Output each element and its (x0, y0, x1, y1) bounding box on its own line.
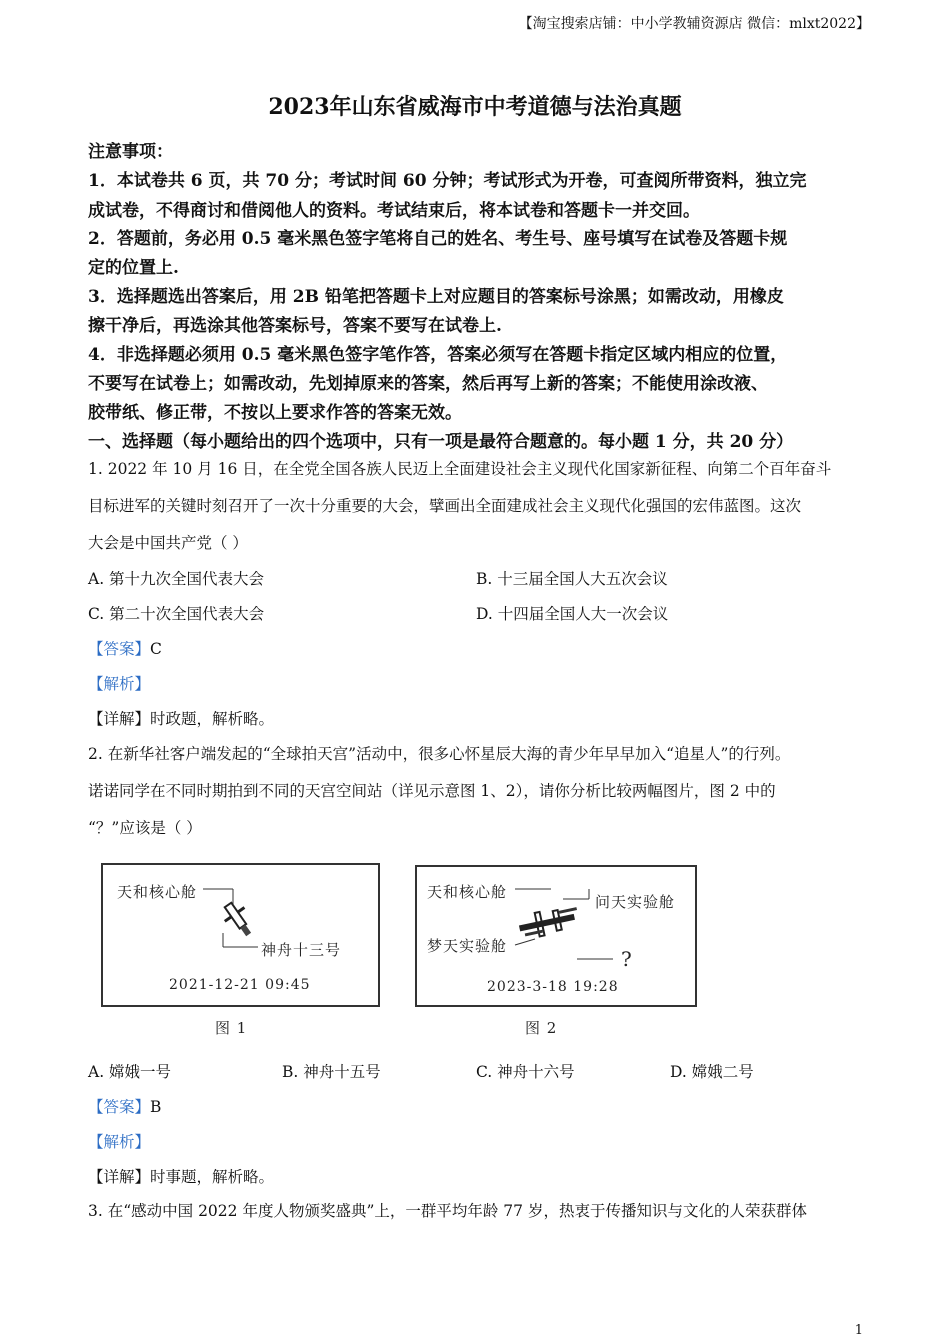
notice-line: 擦干净后，再选涂其他答案标号，答案不要写在试卷上. (88, 316, 502, 336)
space-station-icon (218, 898, 258, 941)
notice-line: 定的位置上. (88, 258, 179, 278)
question-1-text: 1. 2022 年 10 月 16 日，在全党全国各族人民迈上全面建设社会主义现代化国家新征程、向第二个百年奋斗 (88, 460, 832, 478)
figure-2 (415, 865, 697, 1007)
question-2-text: 诺诺同学在不同时期拍到不同的天宫空间站（详见示意图 1、2），请你分析比较两幅图片，图 2 中的 (88, 782, 776, 800)
fig2-question-mark: ? (621, 947, 633, 971)
q2-detail (88, 1165, 274, 1187)
space-station-icon (517, 904, 581, 940)
page-title: 2023年山东省威海市中考道德与法治真题 (268, 94, 682, 120)
fig2-timestamp: 2023-3-18 19:28 (487, 979, 619, 995)
detail-text: 时政题，解析略。 (150, 710, 275, 728)
notice-heading: 注意事项： (88, 142, 173, 162)
notice-line: 胶带纸、修正带，不按以上要求作答的答案无效。 (88, 403, 462, 423)
q2-option-a: A. 嫦娥一号 (88, 1063, 172, 1081)
notice-line: 成试卷，不得商讨和借阅他人的资料。考试结束后，将本试卷和答题卡一并交回。 (88, 201, 700, 221)
question-2-text: “？”应该是（ ） (88, 819, 202, 837)
answer-tag: 【答案】 (88, 1098, 151, 1116)
notice-line: 3．选择题选出答案后，用 2B 铅笔把答题卡上对应题目的答案标号涂黑；如需改动，用橡皮 (88, 287, 784, 307)
section-heading: 一、选择题（每小题给出的四个选项中，只有一项是最符合题意的。每小题 1 分，共 20 分） (88, 432, 794, 452)
q2-option-d: D. 嫦娥二号 (670, 1063, 754, 1081)
notice-line: 2．答题前，务必用 0.5 毫米黑色签字笔将自己的姓名、考生号、座号填写在试卷及答题卡规 (88, 229, 788, 249)
detail-text: 时事题，解析略。 (150, 1168, 275, 1186)
q2-analysis-tag: 【解析】 (88, 1133, 151, 1151)
fig2-caption: 图 2 (525, 1019, 558, 1037)
q2-answer (88, 1095, 161, 1117)
notice-line: 不要写在试卷上；如需改动，先划掉原来的答案，然后再写上新的答案；不能使用涂改液、 (88, 374, 768, 394)
question-2-text: 2. 在新华社客户端发起的“全球拍天宫”活动中，很多心怀星辰大海的青少年早早加入“追星人”的行列。 (88, 745, 791, 763)
header-note: 【淘宝搜索店铺：中小学教辅资源店 微信：mlxt2022】 (518, 16, 870, 32)
figure-1 (101, 863, 380, 1007)
fig2-label-right: 问天实验舱 (595, 893, 676, 911)
q2-option-b: B. 神舟十五号 (282, 1063, 381, 1081)
answer-tag: 【答案】 (88, 640, 151, 658)
question-3-text: 3. 在“感动中国 2022 年度人物颁奖盛典”上，一群平均年龄 77 岁，热衷于传播知识与文化的人荣获群体 (88, 1202, 807, 1220)
q1-option-c: C. 第二十次全国代表大会 (88, 605, 265, 623)
page-number: 1 (854, 1323, 863, 1338)
notice-line: 4．非选择题必须用 0.5 毫米黑色签字笔作答，答案必须写在答题卡指定区域内相应的位置， (88, 345, 788, 365)
answer-value: C (150, 640, 162, 658)
q1-option-b: B. 十三届全国人大五次会议 (476, 570, 668, 588)
notice-line: 1．本试卷共 6 页，共 70 分；考试时间 60 分钟；考试形式为开卷，可查阅所带资料，独立完 (88, 171, 807, 191)
fig2-label-top-left: 天和核心舱 (427, 883, 508, 901)
q1-answer (88, 637, 162, 659)
question-1-text: 大会是中国共产党（ ） (88, 534, 248, 552)
q1-option-a: A. 第十九次全国代表大会 (88, 570, 265, 588)
detail-tag: 【详解】 (88, 710, 151, 728)
answer-value: B (150, 1098, 162, 1116)
q1-detail (88, 707, 274, 729)
detail-tag: 【详解】 (88, 1168, 151, 1186)
q1-option-d: D. 十四届全国人大一次会议 (476, 605, 669, 623)
q2-option-c: C. 神舟十六号 (476, 1063, 575, 1081)
fig2-label-bottom-left: 梦天实验舱 (427, 937, 508, 955)
fig1-label-top: 天和核心舱 (117, 883, 198, 901)
fig1-timestamp: 2021-12-21 09:45 (169, 977, 311, 993)
question-1-text: 目标进军的关键时刻召开了一次十分重要的大会，擘画出全面建成社会主义现代化强国的宏伟蓝图。这次 (88, 497, 802, 515)
fig1-label-bottom: 神舟十三号 (261, 941, 342, 959)
fig1-caption: 图 1 (215, 1019, 248, 1037)
q1-analysis-tag: 【解析】 (88, 675, 151, 693)
